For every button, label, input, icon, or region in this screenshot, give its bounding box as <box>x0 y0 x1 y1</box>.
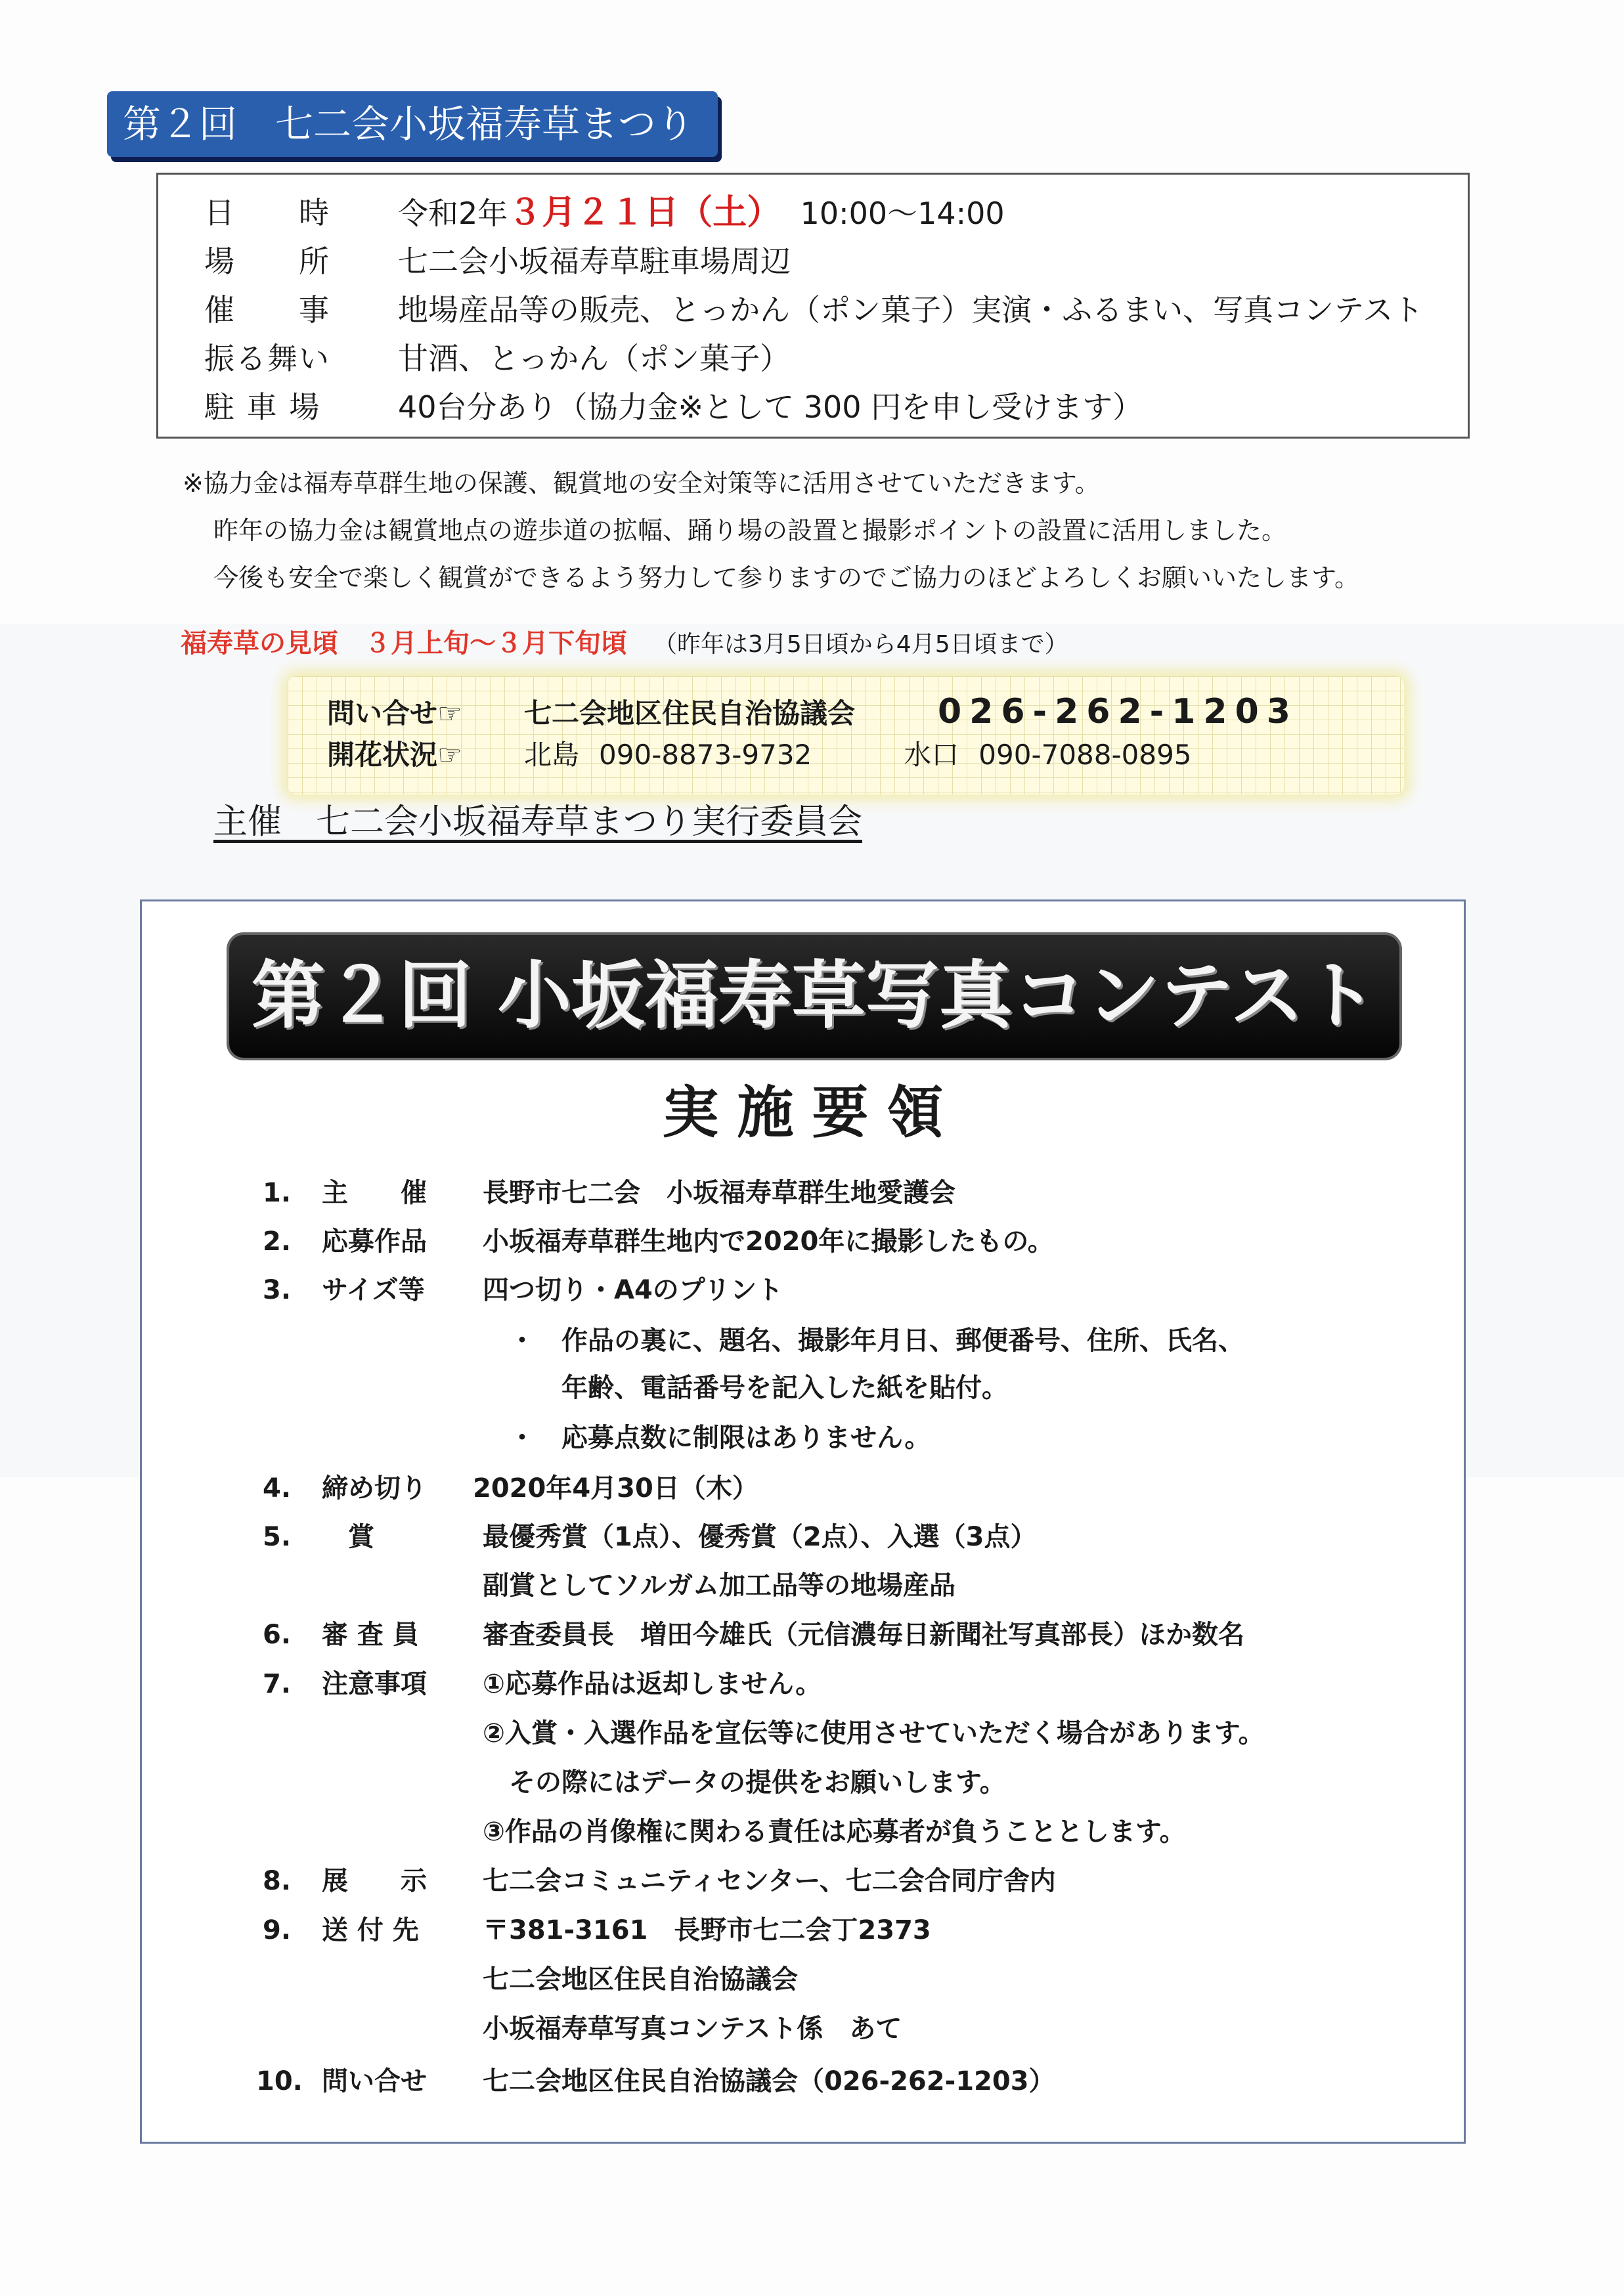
item-number: 8. <box>263 1866 292 1896</box>
item-value: ・ 作品の裏に、題名、撮影年月日、郵便番号、住所、氏名、 <box>483 1326 1244 1356</box>
item-label: 締め切り <box>322 1473 427 1504</box>
contact-person-1-name: 北島 <box>524 739 580 771</box>
item-label: 審 査 員 <box>322 1620 419 1650</box>
item-label: 賞 <box>322 1522 374 1552</box>
festival-info-box <box>156 173 1470 439</box>
info-value <box>398 188 1005 238</box>
item-value: 審査委員長 増田今雄氏（元信濃毎日新聞社写真部長）ほか数名 <box>483 1620 1244 1650</box>
item-value: 副賞としてソルガム加工品等の地場産品 <box>483 1570 955 1601</box>
festival-title-badge: 第２回 七二会小坂福寿草まつり <box>107 91 718 157</box>
item-value: 小坂福寿草写真コンテスト係 あて <box>483 2014 902 2044</box>
item-value: 小坂福寿草群生地内で2020年に撮影したもの。 <box>483 1226 1054 1257</box>
date-highlight: ３月２１日（土） <box>508 193 781 232</box>
info-row-parking <box>158 382 1468 432</box>
date-year: 令和2年 <box>398 196 508 231</box>
info-row-place <box>158 236 1468 286</box>
item-value: 長野市七二会 小坂福寿草群生地愛護会 <box>483 1178 955 1208</box>
info-value: 40台分あり（協力金※として 300 円を申し受けます） <box>398 389 1143 425</box>
item-label: 送 付 先 <box>322 1915 419 1945</box>
bloom-period <box>181 624 1068 664</box>
item-number: 9. <box>263 1915 292 1945</box>
info-label: 振る舞い <box>204 341 330 376</box>
donation-note-1: ※協力金は福寿草群生地の保護、観賞地の安全対策等に活用させていただきます。 <box>183 469 1100 498</box>
item-label: サイズ等 <box>322 1275 425 1305</box>
info-label: 催 事 <box>204 292 330 328</box>
item-value: 2020年4月30日（木） <box>473 1473 758 1504</box>
inquiry-org: 七二会地区住民自治協議会 <box>524 697 856 729</box>
info-row-events <box>158 285 1468 335</box>
donation-note-2: 昨年の協力金は観賞地点の遊歩道の拡幅、踊り場の設置と撮影ポイントの設置に活用しました。 <box>213 516 1287 545</box>
item-number: 2. <box>263 1226 292 1257</box>
item-value: 年齢、電話番号を記入した紙を貼付。 <box>483 1373 1008 1403</box>
item-value: ③作品の肖像権に関わる責任は応募者が負うこととします。 <box>483 1817 1186 1847</box>
bloom-period-note: （昨年は3月5日頃から4月5日頃まで） <box>653 631 1068 658</box>
item-value: ②入賞・入選作品を宣伝等に使用させていただく場合があります。 <box>483 1718 1265 1748</box>
contact-person-2-phone: 090-7088-0895 <box>978 739 1192 771</box>
bloom-period-text: 福寿草の見頃 ３月上旬～３月下旬頃 <box>181 628 627 659</box>
contest-title: 第２回 小坂福寿草写真コンテスト <box>227 932 1402 1060</box>
item-value: 七二会地区住民自治協議会 <box>483 1964 798 1995</box>
item-value: 〒381-3161 長野市七二会丁2373 <box>483 1915 931 1945</box>
inquiry-label: 問い合せ☞ <box>327 697 462 729</box>
info-label: 日 時 <box>204 195 330 230</box>
item-value: ・ 応募点数に制限はありません。 <box>483 1423 931 1453</box>
item-number: 10. <box>256 2066 303 2096</box>
donation-note-3: 今後も安全で楽しく観賞ができるよう努力して参りますのでご協力のほどよろしくお願いいたします。 <box>213 563 1359 592</box>
item-number: 7. <box>263 1669 292 1699</box>
contact-person-1-phone: 090-8873-9732 <box>599 739 812 771</box>
item-value: 七二会地区住民自治協議会（026-262-1203） <box>483 2066 1055 2096</box>
guidelines-heading: 実施要領 <box>662 1080 962 1146</box>
inquiry-phone: 026-262-1203 <box>938 692 1298 731</box>
contact-box <box>288 676 1404 794</box>
item-value: その際にはデータの提供をお願いします。 <box>483 1767 1006 1798</box>
info-value: 七二会小坂福寿草駐車場周辺 <box>398 244 791 279</box>
bloom-status-label: 開花状況☞ <box>327 739 462 771</box>
item-number: 5. <box>263 1522 292 1552</box>
info-value: 地場産品等の販売、とっかん（ポン菓子）実演・ふるまい、写真コンテスト <box>398 292 1424 328</box>
info-row-treats <box>158 334 1468 383</box>
bloom-status-row <box>327 735 1192 775</box>
item-number: 3. <box>263 1275 292 1305</box>
info-value: 甘酒、とっかん（ポン菓子） <box>398 341 791 376</box>
item-label: 展 示 <box>322 1866 427 1896</box>
item-number: 1. <box>263 1178 292 1208</box>
info-label: 駐 車 場 <box>204 389 321 425</box>
item-value: 七二会コミュニティセンター、七二会合同庁舎内 <box>483 1866 1056 1896</box>
time-range: 10:00～14:00 <box>800 196 1005 231</box>
info-label: 場 所 <box>204 244 330 279</box>
item-value: 四つ切り・A4のプリント <box>483 1275 783 1305</box>
item-label: 主 催 <box>322 1178 427 1208</box>
item-label: 応募作品 <box>322 1226 427 1257</box>
item-number: 6. <box>263 1620 292 1650</box>
item-label: 注意事項 <box>322 1669 427 1699</box>
item-value: 最優秀賞（1点）、優秀賞（2点）、入選（3点） <box>483 1522 1037 1552</box>
inquiry-row <box>327 692 1298 731</box>
contact-person-2-name: 水口 <box>904 739 959 771</box>
item-number: 4. <box>263 1473 292 1504</box>
item-label: 問い合せ <box>322 2066 427 2096</box>
info-row-datetime <box>158 188 1468 238</box>
organizer: 主催 七二会小坂福寿草まつり実行委員会 <box>213 802 863 842</box>
item-value: ①応募作品は返却しません。 <box>483 1669 822 1699</box>
